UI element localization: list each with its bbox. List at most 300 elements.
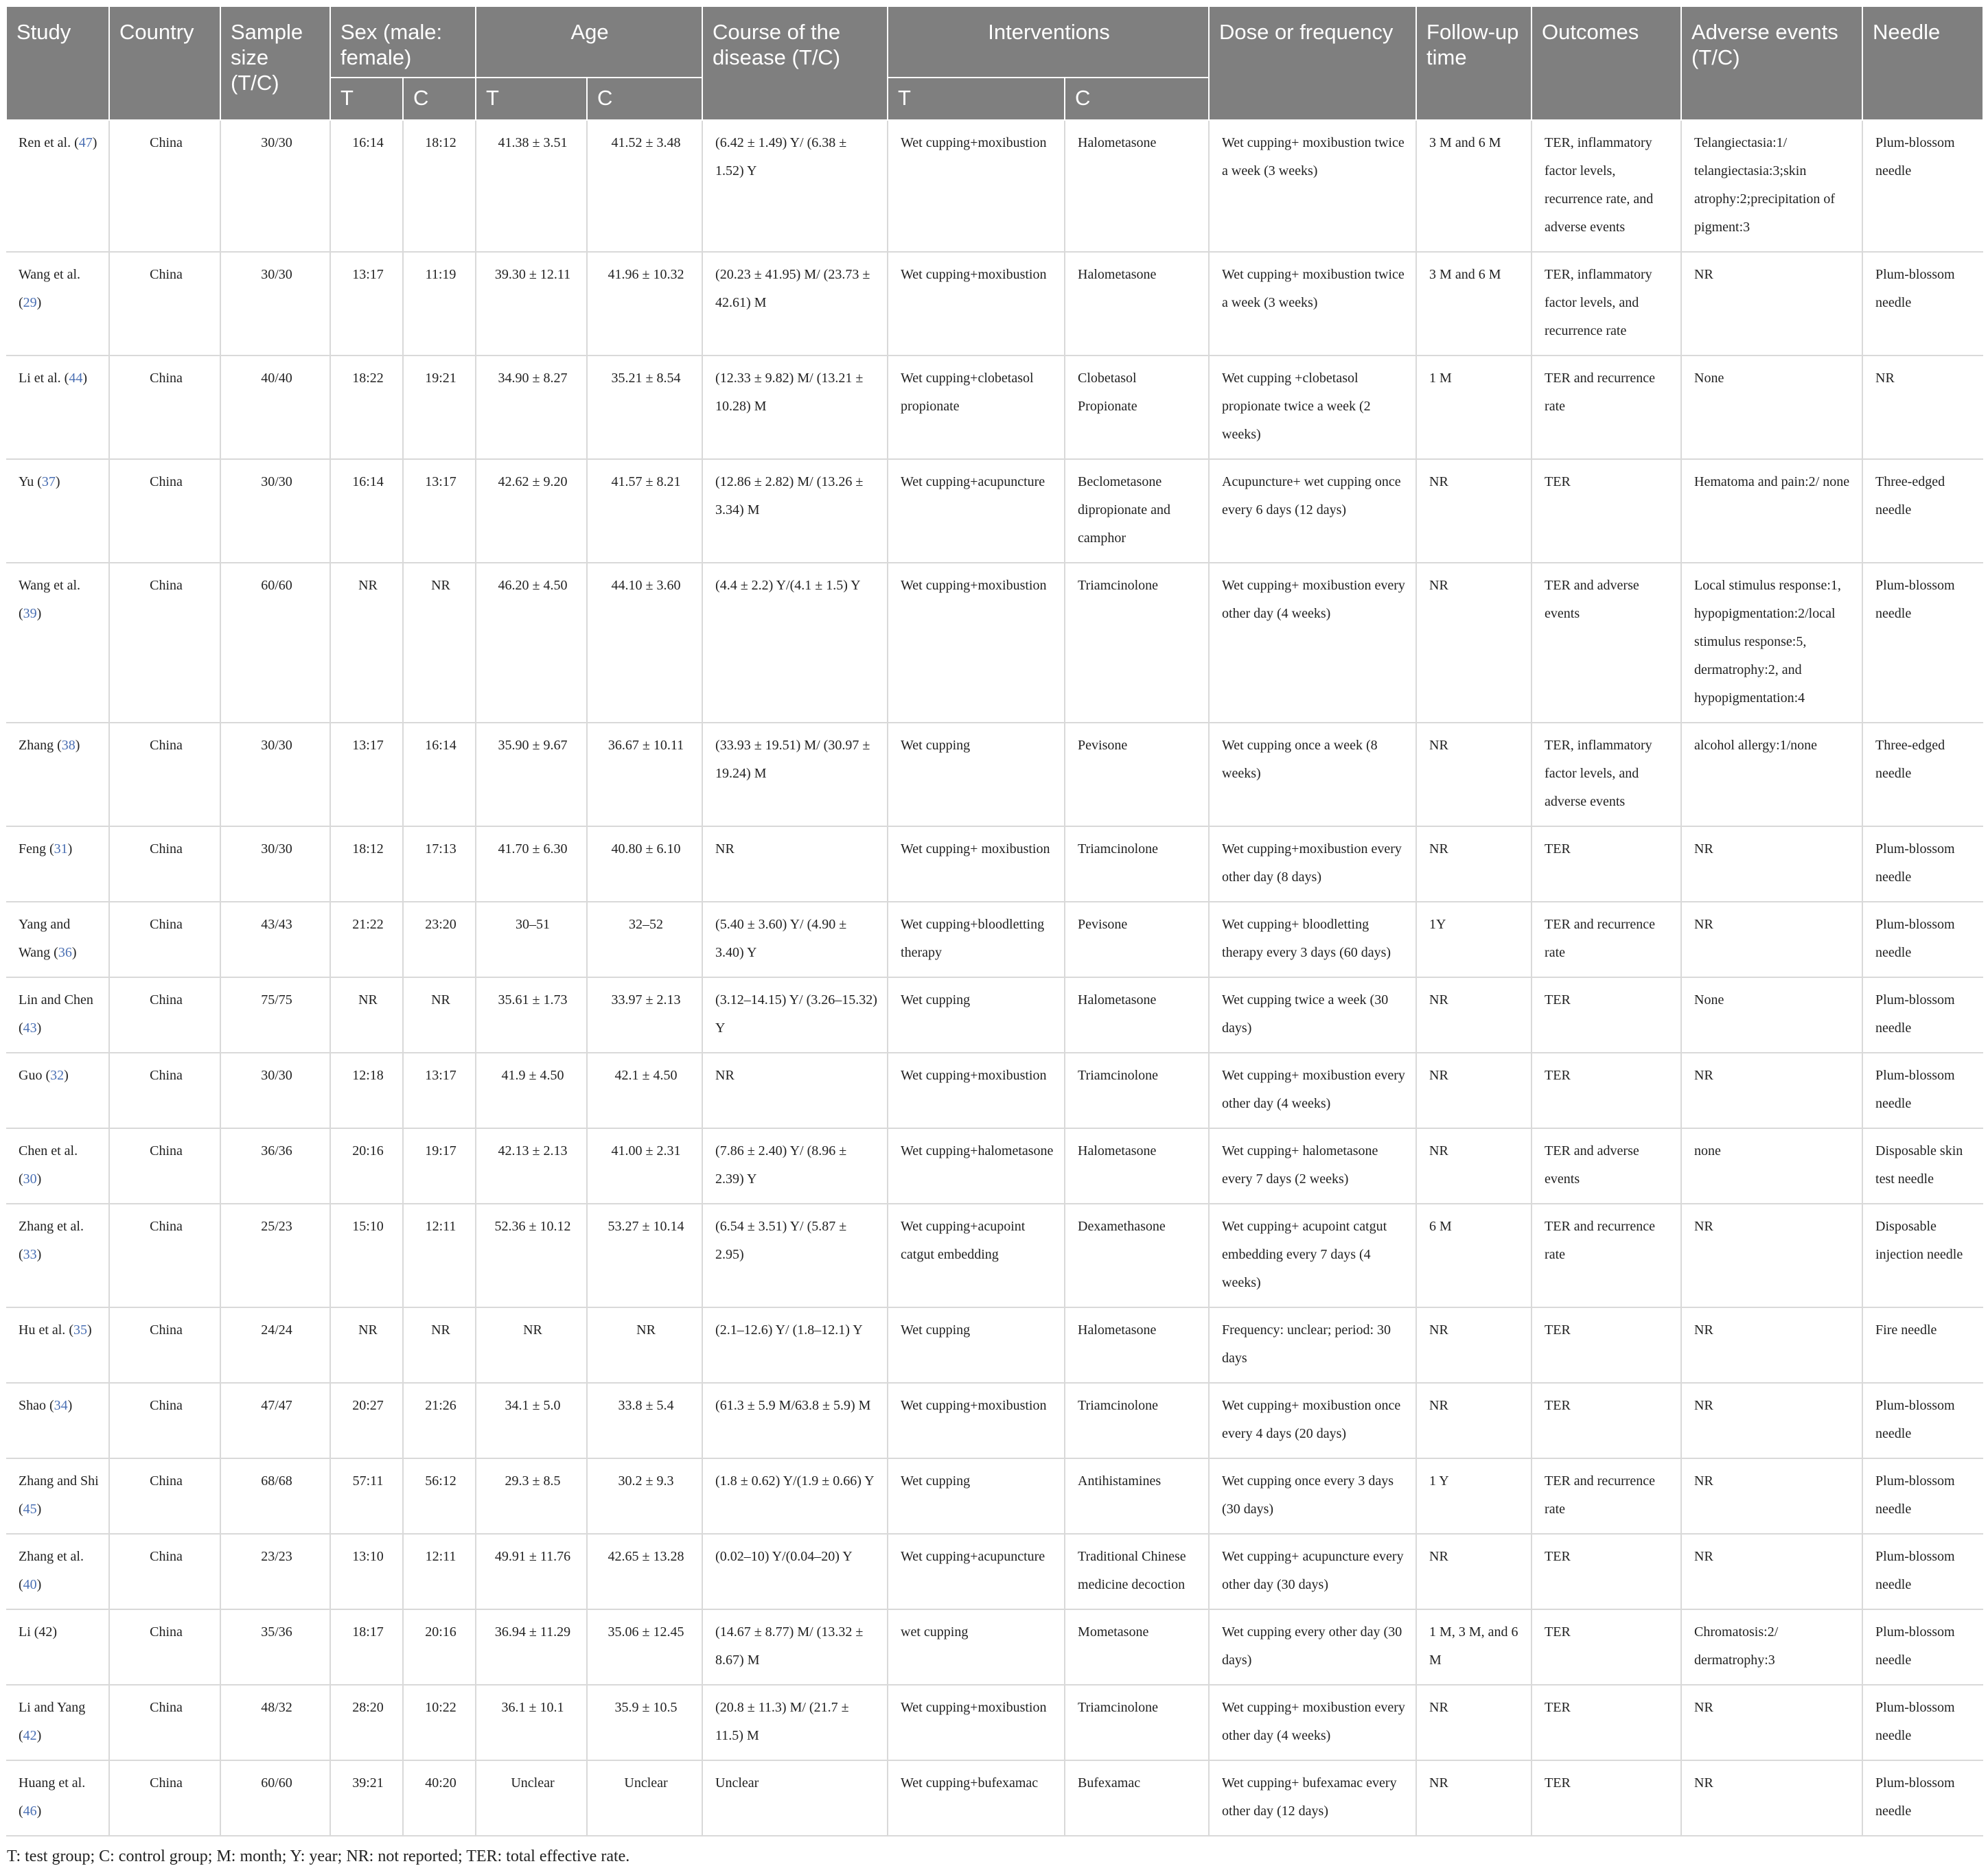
cell-country: China — [109, 902, 220, 977]
cell-sex-t: 39:21 — [330, 1760, 403, 1836]
cell-sex-c: 13:17 — [403, 459, 476, 563]
cell-course: (61.3 ± 5.9 M/63.8 ± 5.9) M — [702, 1383, 888, 1458]
cell-study: Li et al. (44) — [6, 355, 109, 459]
cell-sex-t: 57:11 — [330, 1458, 403, 1534]
cell-country: China — [109, 1534, 220, 1609]
cell-sample: 23/23 — [220, 1534, 330, 1609]
cell-int-c: Halometasone — [1065, 1128, 1209, 1204]
cell-sample: 36/36 — [220, 1128, 330, 1204]
header-age-c: C — [587, 78, 702, 120]
cell-age-t: 35.90 ± 9.67 — [476, 723, 587, 826]
cell-age-c: 35.9 ± 10.5 — [587, 1685, 702, 1760]
table-row — [6, 355, 1983, 459]
cell-dose: Wet cupping once a week (8 weeks) — [1209, 723, 1416, 826]
cell-needle: Disposable injection needle — [1862, 1204, 1983, 1307]
study-name: Yu — [19, 474, 34, 489]
cell-sex-c: 40:20 — [403, 1760, 476, 1836]
cell-age-c: Unclear — [587, 1760, 702, 1836]
study-name: Ren et al. — [19, 135, 71, 150]
table-row — [6, 1534, 1983, 1609]
cell-study: Yang and Wang (36) — [6, 902, 109, 977]
cell-needle: Three-edged needle — [1862, 723, 1983, 826]
cell-age-c: 35.21 ± 8.54 — [587, 355, 702, 459]
cell-followup: NR — [1416, 563, 1532, 723]
cell-study: Li and Yang (42) — [6, 1685, 109, 1760]
reference-link[interactable]: 33 — [23, 1247, 37, 1262]
cell-dose: Wet cupping+ acupuncture every other day (30 days) — [1209, 1534, 1416, 1609]
cell-outcomes: TER, inflammatory factor levels, recurrence rate, and adverse events — [1532, 120, 1681, 252]
cell-dose: Wet cupping+ moxibustion twice a week (3 weeks) — [1209, 252, 1416, 355]
cell-followup: 3 M and 6 M — [1416, 120, 1532, 252]
cell-study: Shao (34) — [6, 1383, 109, 1458]
header-age: Age — [476, 6, 702, 78]
cell-followup: NR — [1416, 459, 1532, 563]
cell-adverse: NR — [1681, 1534, 1862, 1609]
cell-adverse: None — [1681, 977, 1862, 1053]
cell-sample: 25/23 — [220, 1204, 330, 1307]
cell-needle: Plum-blossom needle — [1862, 1760, 1983, 1836]
cell-outcomes: TER — [1532, 1307, 1681, 1383]
cell-dose: Wet cupping+ halometasone every 7 days (2 weeks) — [1209, 1128, 1416, 1204]
cell-country: China — [109, 459, 220, 563]
cell-age-t: 36.94 ± 11.29 — [476, 1609, 587, 1685]
cell-adverse: NR — [1681, 1760, 1862, 1836]
cell-needle: Plum-blossom needle — [1862, 902, 1983, 977]
table-row — [6, 563, 1983, 723]
cell-needle: Fire needle — [1862, 1307, 1983, 1383]
cell-study: Yu (37) — [6, 459, 109, 563]
cell-sex-c: 19:21 — [403, 355, 476, 459]
reference-link[interactable]: 42 — [23, 1728, 37, 1743]
cell-int-t: Wet cupping+moxibustion — [888, 563, 1065, 723]
study-name: Wang et al. — [19, 267, 81, 282]
cell-study: Zhang et al. (40) — [6, 1534, 109, 1609]
cell-sample: 75/75 — [220, 977, 330, 1053]
cell-followup: NR — [1416, 1760, 1532, 1836]
cell-course: (5.40 ± 3.60) Y/ (4.90 ± 3.40) Y — [702, 902, 888, 977]
reference-link[interactable]: 39 — [23, 606, 37, 621]
cell-int-c: Mometasone — [1065, 1609, 1209, 1685]
cell-age-c: 40.80 ± 6.10 — [587, 826, 702, 902]
cell-age-t: 46.20 ± 4.50 — [476, 563, 587, 723]
cell-needle: Plum-blossom needle — [1862, 1685, 1983, 1760]
cell-dose: Wet cupping twice a week (30 days) — [1209, 977, 1416, 1053]
cell-followup: NR — [1416, 1307, 1532, 1383]
reference-link[interactable]: 37 — [41, 474, 56, 489]
header-course: Course of the disease (T/C) — [702, 6, 888, 120]
cell-sex-t: 18:12 — [330, 826, 403, 902]
cell-outcomes: TER and recurrence rate — [1532, 1458, 1681, 1534]
study-name: Li and Yang — [19, 1700, 86, 1715]
cell-int-c: Antihistamines — [1065, 1458, 1209, 1534]
header-needle: Needle — [1862, 6, 1983, 120]
cell-int-t: Wet cupping+acupuncture — [888, 459, 1065, 563]
table-row — [6, 1685, 1983, 1760]
cell-sex-t: 18:22 — [330, 355, 403, 459]
cell-dose: Wet cupping+moxibustion every other day (8 days) — [1209, 826, 1416, 902]
cell-sample: 48/32 — [220, 1685, 330, 1760]
cell-needle: Disposable skin test needle — [1862, 1128, 1983, 1204]
table-row — [6, 1383, 1983, 1458]
study-name: Shao — [19, 1398, 46, 1413]
cell-sample: 35/36 — [220, 1609, 330, 1685]
cell-int-t: Wet cupping — [888, 1307, 1065, 1383]
reference-link[interactable]: 43 — [23, 1021, 37, 1036]
cell-sex-c: NR — [403, 977, 476, 1053]
cell-age-c: 33.8 ± 5.4 — [587, 1383, 702, 1458]
table-row — [6, 1760, 1983, 1836]
cell-int-t: Wet cupping+acupoint catgut embedding — [888, 1204, 1065, 1307]
cell-country: China — [109, 355, 220, 459]
cell-dose: Wet cupping+ bufexamac every other day (12 days) — [1209, 1760, 1416, 1836]
cell-needle: Plum-blossom needle — [1862, 252, 1983, 355]
cell-needle: Plum-blossom needle — [1862, 977, 1983, 1053]
cell-sex-t: 16:14 — [330, 120, 403, 252]
cell-sample: 43/43 — [220, 902, 330, 977]
cell-age-c: 41.57 ± 8.21 — [587, 459, 702, 563]
cell-course: (7.86 ± 2.40) Y/ (8.96 ± 2.39) Y — [702, 1128, 888, 1204]
study-name: Hu et al. — [19, 1322, 66, 1338]
cell-outcomes: TER — [1532, 1609, 1681, 1685]
cell-study: Guo (32) — [6, 1053, 109, 1128]
cell-adverse: NR — [1681, 902, 1862, 977]
cell-course: (20.23 ± 41.95) M/ (23.73 ± 42.61) M — [702, 252, 888, 355]
cell-sex-t: 13:17 — [330, 252, 403, 355]
cell-int-t: Wet cupping+moxibustion — [888, 1383, 1065, 1458]
cell-country: China — [109, 723, 220, 826]
table-row — [6, 826, 1983, 902]
header-int-c: C — [1065, 78, 1209, 120]
cell-sample: 30/30 — [220, 723, 330, 826]
cell-dose: Wet cupping every other day (30 days) — [1209, 1609, 1416, 1685]
cell-int-t: Wet cupping+ moxibustion — [888, 826, 1065, 902]
reference-link[interactable]: 29 — [23, 295, 37, 310]
cell-int-c: Bufexamac — [1065, 1760, 1209, 1836]
header-adverse-events: Adverse events (T/C) — [1681, 6, 1862, 120]
cell-sex-c: NR — [403, 1307, 476, 1383]
cell-age-c: 41.96 ± 10.32 — [587, 252, 702, 355]
header-study: Study — [6, 6, 109, 120]
cell-followup: 3 M and 6 M — [1416, 252, 1532, 355]
reference-link[interactable]: 38 — [61, 738, 76, 753]
cell-followup: 1 Y — [1416, 1458, 1532, 1534]
cell-sample: 47/47 — [220, 1383, 330, 1458]
cell-dose: Wet cupping+ bloodletting therapy every 3 days (60 days) — [1209, 902, 1416, 977]
cell-adverse: NR — [1681, 1685, 1862, 1760]
study-name: Zhang and Shi — [19, 1473, 99, 1489]
cell-sex-c: 23:20 — [403, 902, 476, 977]
cell-age-c: 41.00 ± 2.31 — [587, 1128, 702, 1204]
cell-age-c: 42.65 ± 13.28 — [587, 1534, 702, 1609]
cell-sample: 30/30 — [220, 120, 330, 252]
cell-course: (4.4 ± 2.2) Y/(4.1 ± 1.5) Y — [702, 563, 888, 723]
cell-needle: Plum-blossom needle — [1862, 1458, 1983, 1534]
cell-int-c: Pevisone — [1065, 723, 1209, 826]
cell-age-t: 30–51 — [476, 902, 587, 977]
header-outcomes: Outcomes — [1532, 6, 1681, 120]
cell-adverse: NR — [1681, 1204, 1862, 1307]
cell-study: Wang et al. (29) — [6, 252, 109, 355]
reference-link[interactable]: 31 — [54, 841, 68, 856]
cell-study: Zhang (38) — [6, 723, 109, 826]
cell-followup: NR — [1416, 1128, 1532, 1204]
cell-sex-t: 13:17 — [330, 723, 403, 826]
cell-age-t: 42.62 ± 9.20 — [476, 459, 587, 563]
cell-int-c: Halometasone — [1065, 120, 1209, 252]
cell-course: NR — [702, 1053, 888, 1128]
cell-country: China — [109, 252, 220, 355]
cell-country: China — [109, 1204, 220, 1307]
cell-outcomes: TER — [1532, 826, 1681, 902]
cell-int-t: Wet cupping+moxibustion — [888, 252, 1065, 355]
cell-course: (12.86 ± 2.82) M/ (13.26 ± 3.34) M — [702, 459, 888, 563]
cell-needle: Plum-blossom needle — [1862, 1609, 1983, 1685]
cell-dose: Wet cupping once every 3 days (30 days) — [1209, 1458, 1416, 1534]
cell-sex-c: 20:16 — [403, 1609, 476, 1685]
cell-adverse: alcohol allergy:1/none — [1681, 723, 1862, 826]
header-followup: Follow-up time — [1416, 6, 1532, 120]
cell-course: (1.8 ± 0.62) Y/(1.9 ± 0.66) Y — [702, 1458, 888, 1534]
cell-outcomes: TER and recurrence rate — [1532, 902, 1681, 977]
reference-link[interactable]: 40 — [23, 1577, 37, 1592]
cell-sample: 30/30 — [220, 826, 330, 902]
cell-age-c: 53.27 ± 10.14 — [587, 1204, 702, 1307]
cell-outcomes: TER — [1532, 1760, 1681, 1836]
cell-int-t: Wet cupping+moxibustion — [888, 1685, 1065, 1760]
cell-followup: 1Y — [1416, 902, 1532, 977]
cell-sample: 68/68 — [220, 1458, 330, 1534]
cell-sample: 40/40 — [220, 355, 330, 459]
cell-followup: NR — [1416, 723, 1532, 826]
cell-sample: 30/30 — [220, 459, 330, 563]
study-characteristics-table — [5, 5, 1984, 1836]
cell-needle: Three-edged needle — [1862, 459, 1983, 563]
reference-link[interactable]: 46 — [23, 1804, 37, 1819]
cell-int-t: Wet cupping+moxibustion — [888, 1053, 1065, 1128]
cell-outcomes: TER — [1532, 1534, 1681, 1609]
cell-country: China — [109, 1458, 220, 1534]
cell-adverse: Chromatosis:2/ dermatrophy:3 — [1681, 1609, 1862, 1685]
cell-course: (33.93 ± 19.51) M/ (30.97 ± 19.24) M — [702, 723, 888, 826]
cell-needle: Plum-blossom needle — [1862, 1053, 1983, 1128]
cell-study: Lin and Chen (43) — [6, 977, 109, 1053]
cell-sample: 60/60 — [220, 1760, 330, 1836]
cell-age-t: 36.1 ± 10.1 — [476, 1685, 587, 1760]
reference-link[interactable]: 34 — [54, 1398, 68, 1413]
cell-outcomes: TER and adverse events — [1532, 1128, 1681, 1204]
cell-outcomes: TER — [1532, 1685, 1681, 1760]
header-int-t: T — [888, 78, 1065, 120]
cell-age-c: 35.06 ± 12.45 — [587, 1609, 702, 1685]
cell-int-t: Wet cupping+halometasone — [888, 1128, 1065, 1204]
study-name: Zhang et al. — [19, 1549, 84, 1564]
cell-sex-t: 12:18 — [330, 1053, 403, 1128]
cell-age-t: 39.30 ± 12.11 — [476, 252, 587, 355]
reference-link[interactable]: 45 — [23, 1502, 37, 1517]
cell-age-t: 34.90 ± 8.27 — [476, 355, 587, 459]
cell-adverse: NR — [1681, 826, 1862, 902]
cell-sex-c: 13:17 — [403, 1053, 476, 1128]
cell-sex-t: NR — [330, 563, 403, 723]
cell-followup: 6 M — [1416, 1204, 1532, 1307]
cell-sex-t: 20:16 — [330, 1128, 403, 1204]
study-name: Lin and Chen — [19, 992, 93, 1007]
cell-age-t: 35.61 ± 1.73 — [476, 977, 587, 1053]
cell-country: China — [109, 1307, 220, 1383]
cell-age-t: 49.91 ± 11.76 — [476, 1534, 587, 1609]
cell-int-t: Wet cupping — [888, 977, 1065, 1053]
table-row — [6, 120, 1983, 252]
reference-link[interactable]: 30 — [23, 1171, 37, 1187]
cell-country: China — [109, 563, 220, 723]
cell-int-c: Triamcinolone — [1065, 1383, 1209, 1458]
cell-age-t: 42.13 ± 2.13 — [476, 1128, 587, 1204]
study-name: Zhang — [19, 738, 54, 753]
cell-followup: NR — [1416, 826, 1532, 902]
cell-study: Hu et al. (35) — [6, 1307, 109, 1383]
cell-dose: Wet cupping+ moxibustion every other day (4 weeks) — [1209, 1685, 1416, 1760]
cell-age-c: 42.1 ± 4.50 — [587, 1053, 702, 1128]
cell-study — [6, 1609, 109, 1685]
header-sex-c: C — [403, 78, 476, 120]
cell-course: (0.02–10) Y/(0.04–20) Y — [702, 1534, 888, 1609]
cell-age-t: 41.38 ± 3.51 — [476, 120, 587, 252]
cell-sex-t: 20:27 — [330, 1383, 403, 1458]
cell-adverse: None — [1681, 355, 1862, 459]
reference-link[interactable]: 47 — [78, 135, 93, 150]
cell-course: (6.42 ± 1.49) Y/ (6.38 ± 1.52) Y — [702, 120, 888, 252]
cell-age-t: NR — [476, 1307, 587, 1383]
cell-age-c: 44.10 ± 3.60 — [587, 563, 702, 723]
cell-adverse: Telangiectasia:1/ telangiectasia:3;skin atrophy:2;precipitation of pigment:3 — [1681, 120, 1862, 252]
cell-needle: Plum-blossom needle — [1862, 1383, 1983, 1458]
table-row — [6, 902, 1983, 977]
reference-link[interactable]: 36 — [58, 945, 72, 960]
table-row — [6, 1609, 1983, 1685]
cell-course: (2.1–12.6) Y/ (1.8–12.1) Y — [702, 1307, 888, 1383]
header-sex: Sex (male: female) — [330, 6, 476, 78]
cell-country: China — [109, 1760, 220, 1836]
cell-int-c: Triamcinolone — [1065, 1685, 1209, 1760]
cell-int-c: Halometasone — [1065, 977, 1209, 1053]
cell-country: China — [109, 826, 220, 902]
cell-age-c: 33.97 ± 2.13 — [587, 977, 702, 1053]
cell-adverse: NR — [1681, 1458, 1862, 1534]
cell-dose: Wet cupping+ acupoint catgut embedding every 7 days (4 weeks) — [1209, 1204, 1416, 1307]
cell-sex-c: 12:11 — [403, 1204, 476, 1307]
cell-course: Unclear — [702, 1760, 888, 1836]
cell-followup: NR — [1416, 1685, 1532, 1760]
reference-link[interactable]: 35 — [73, 1322, 87, 1338]
cell-sex-c: NR — [403, 563, 476, 723]
cell-age-c: 32–52 — [587, 902, 702, 977]
table-row — [6, 977, 1983, 1053]
cell-int-t: Wet cupping — [888, 1458, 1065, 1534]
cell-dose: Wet cupping+ moxibustion every other day (4 weeks) — [1209, 563, 1416, 723]
cell-followup: 1 M — [1416, 355, 1532, 459]
cell-dose: Acupuncture+ wet cupping once every 6 days (12 days) — [1209, 459, 1416, 563]
reference-link[interactable]: 44 — [69, 371, 83, 386]
cell-sex-t: 28:20 — [330, 1685, 403, 1760]
cell-course: (3.12–14.15) Y/ (3.26–15.32) Y — [702, 977, 888, 1053]
cell-sex-c: 11:19 — [403, 252, 476, 355]
table-row — [6, 1053, 1983, 1128]
cell-int-c: Triamcinolone — [1065, 563, 1209, 723]
cell-course: NR — [702, 826, 888, 902]
cell-outcomes: TER — [1532, 977, 1681, 1053]
cell-int-c: Beclometasone dipropionate and camphor — [1065, 459, 1209, 563]
study-name: Li et al. — [19, 371, 61, 386]
cell-sex-t: 21:22 — [330, 902, 403, 977]
cell-adverse: NR — [1681, 1383, 1862, 1458]
cell-sex-c: 17:13 — [403, 826, 476, 902]
cell-country: China — [109, 1685, 220, 1760]
cell-int-t: Wet cupping+bufexamac — [888, 1760, 1065, 1836]
cell-country: China — [109, 120, 220, 252]
study-name: Chen et al. — [19, 1143, 78, 1158]
cell-sex-t: 16:14 — [330, 459, 403, 563]
cell-study: Wang et al. (39) — [6, 563, 109, 723]
header-age-t: T — [476, 78, 587, 120]
cell-int-t: Wet cupping+bloodletting therapy — [888, 902, 1065, 977]
table-footnote: T: test group; C: control group; M: month; Y: year; NR: not reported; TER: total effective rate. — [7, 1847, 630, 1865]
table-row — [6, 1128, 1983, 1204]
cell-needle: Plum-blossom needle — [1862, 563, 1983, 723]
cell-adverse: NR — [1681, 1053, 1862, 1128]
cell-country: China — [109, 1053, 220, 1128]
cell-age-t: 41.70 ± 6.30 — [476, 826, 587, 902]
cell-int-c: Halometasone — [1065, 1307, 1209, 1383]
cell-study: Ren et al. (47) — [6, 120, 109, 252]
cell-int-c: Triamcinolone — [1065, 826, 1209, 902]
cell-followup: NR — [1416, 1534, 1532, 1609]
cell-sex-c: 10:22 — [403, 1685, 476, 1760]
cell-sex-c: 19:17 — [403, 1128, 476, 1204]
cell-course: (14.67 ± 8.77) M/ (13.32 ± 8.67) M — [702, 1609, 888, 1685]
cell-followup: NR — [1416, 1053, 1532, 1128]
cell-int-t: Wet cupping+moxibustion — [888, 120, 1065, 252]
cell-age-c: 36.67 ± 10.11 — [587, 723, 702, 826]
cell-dose: Wet cupping+ moxibustion once every 4 days (20 days) — [1209, 1383, 1416, 1458]
study-name: Zhang et al. — [19, 1219, 84, 1234]
cell-country: China — [109, 977, 220, 1053]
cell-outcomes: TER and adverse events — [1532, 563, 1681, 723]
cell-sex-t: NR — [330, 977, 403, 1053]
cell-sample: 30/30 — [220, 1053, 330, 1128]
cell-sample: 60/60 — [220, 563, 330, 723]
cell-sample: 24/24 — [220, 1307, 330, 1383]
cell-sex-c: 16:14 — [403, 723, 476, 826]
table-header — [6, 6, 1983, 120]
cell-dose: Wet cupping+ moxibustion every other day (4 weeks) — [1209, 1053, 1416, 1128]
cell-country: China — [109, 1128, 220, 1204]
cell-int-c: Halometasone — [1065, 252, 1209, 355]
cell-dose: Wet cupping +clobetasol propionate twice a week (2 weeks) — [1209, 355, 1416, 459]
cell-outcomes: TER, inflammatory factor levels, and adverse events — [1532, 723, 1681, 826]
cell-int-c: Dexamethasone — [1065, 1204, 1209, 1307]
table-row — [6, 252, 1983, 355]
table-row — [6, 1307, 1983, 1383]
cell-followup: NR — [1416, 1383, 1532, 1458]
table-row — [6, 459, 1983, 563]
cell-age-t: 29.3 ± 8.5 — [476, 1458, 587, 1534]
study-name: Feng — [19, 841, 46, 856]
cell-age-t: Unclear — [476, 1760, 587, 1836]
cell-adverse: none — [1681, 1128, 1862, 1204]
cell-sex-t: 13:10 — [330, 1534, 403, 1609]
reference-link[interactable]: 32 — [50, 1068, 65, 1083]
cell-int-c: Traditional Chinese medicine decoction — [1065, 1534, 1209, 1609]
